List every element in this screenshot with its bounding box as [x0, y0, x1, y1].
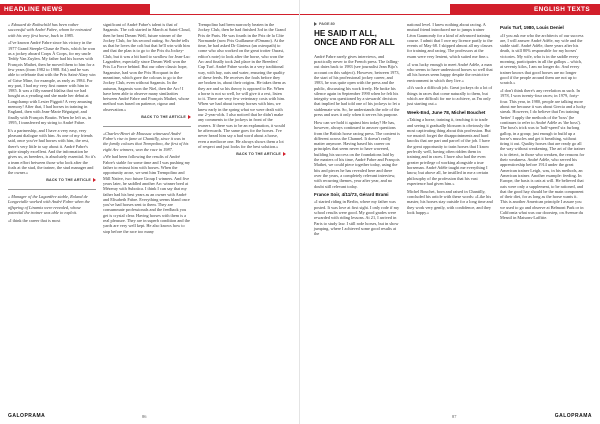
quote-paragraph: Trempolino had been narrowly beaten in the Jockey Club, then he had finished 3rd in the Grand Prix de Paris. He was fourth in the Prix de la Côte Normande (now Prix Guillaume d'Ornano). At the time, he had asked Dr Ginieux (an osteopath) to come who also worked on the great trotter Ourasi, editor's note) to look after the horse, who won the Arc and finally took 2nd place in the Breeders' Cup Turf. André Fabre works in a very traditional way, with hay, oats and water, ensuring the quality of these feeds. He receives the foals before they are broken in, about their origins. He takes them as they are and so his theory is opposed to Be. When a horse is not so well, he will give it a rest, listen to it. There are very few veterinary costs with him. When we had about twenty horses with him, we knew early in the spring what we were dealt with our 2-year-olds. I also noticed that he didn't make any comments to the jockeys in front of the owners. If there was to be an explanation, it would be afterwards. The same goes for the horses. I've never heard him say a bad word about a horse, even a mediocre one. He always shows them a lot of respect and just looks for the best solution.» [198, 22, 286, 149]
source-heading: Week-End, June 78, Michel Bouchet [407, 109, 486, 115]
right-column-2 [407, 22, 493, 218]
footer-brand: GALOPRAMA [8, 413, 46, 419]
section-label: HEADLINE NEWS [4, 6, 63, 13]
left-header [0, 0, 300, 14]
left-column-2 [103, 22, 191, 236]
body-paragraph: Michel Bouchet, born and raised in Chantilly, concluded his article with these words: «Like his master, his horses stay outside for a long time and they work very gently, with confidence, and they look happy.» [407, 188, 493, 215]
footer-brand: GALOPRAMA [554, 413, 592, 419]
right-footer [300, 410, 600, 424]
arrow-icon [314, 22, 317, 26]
back-to-article-link[interactable]: BACK TO THE ARTICLE [8, 178, 96, 183]
source-heading: Paris Turf, 1980, Louis Deniel [500, 25, 564, 30]
back-to-article-link[interactable]: BACK TO THE ARTICLE [198, 152, 286, 157]
body-paragraph: «Taking a horse, training it, teaching it to trade and seeing it gradually blossom is obviously the most captivating thing about this profession. But we mustn't forget the disappointments and hard knocks that are part and parcel of the job. I have the great opportunity to train horses that I know perfectly well, having often ridden them in training and in races. I have also had the even greater privilege of working alongside a true horseman. André Adèle taught me everything I know, but above all, he instilled in me a certain philosophy of the profession that his vast experience had given him.» [407, 117, 491, 186]
body-paragraph: André Fabre rarely gives interviews, and practically never to the French press. The falling-out dates back to 1983 (see journalist Jean Bijo's account on this subject). However, between 1973, the start of his professional jockey career, and 1983, he was quite open with the press and the public, discussing his work freely. He broke his silence again in September 1990 when he felt his integrity was questioned by a stewards' decision that implied he had told one of his jockeys to let a stablemate win. So, he understands the role of the press and uses it only when it serves his purpose. [314, 53, 400, 118]
body-paragraph: «I was lucky enough to meet André Adèle, a man who seems to have understood horses so well that all his horses seem happy despite the restrictive environment in which they live.» [407, 61, 493, 83]
quote-paragraph: «I think the career that is most [8, 217, 61, 223]
intro-rothschild: « Edouard de Rothschild has been rather successful with André Fabre, whom he entrusted with his very first horse, back in 1985. [8, 22, 92, 38]
right-page [300, 0, 600, 424]
left-footer [0, 410, 300, 424]
arrow-icon [188, 115, 191, 119]
page-number: 87 [452, 414, 457, 419]
quote-paragraph: «I've known André Fabre since his victory in the 1977 Grand Steeple-Chase de Paris, which he won as a jockey aboard Corps À Corps, for my uncle Teddy Van Zuylen. My father had his horses with François Mathet, then he moved them to him for a few years (from 1982 to 1988. Ed.) and he was able to celebrate that with the Prix Saint-Alary win of Grise Mine, for example, as early as 1984. For my part, I had my very first runner with him in 1985. It was a filly named Idalisa that we had bought as a yearling and she made her debut at Longchamp with Lester Piggott! A very amusing memory! After that, I had horses in training in England, then with Jean-Marie Béguigné, and finally with François Boutin. When he left us, in 1995, I transferred my string to André Fabre. [8, 40, 96, 125]
quote-paragraph: It's a partnership, and I have a very easy, very pleasant dialogue with him. As one of my friends said, once you've had horses with him, the rest, there's very little to say about it. André Fabre's quite simply excellent. And the information he gives us, as breeders, is absolutely essential. So it's a team effort between those who look after the foals at the stud, the trainer, the stud manager and the owner.» [8, 127, 96, 176]
quote-paragraph: significant of André Fabre's talent is that of Sagamix. The colt started in March at Saint-Cloud, then he beat Dream Well, future winner of the Jockey Club, for his second outing. So André tells us that he loves the colt but that he'll win with him and that the plan is to go to the Prix du Jockey-Club, but it was a bit hard to swallow for Jean-Luc Lagardère, especially since Dream Well won the Prix La Force behind. But our other classic hope, Sagamixe, had won the Prix Hocquart in the meantime, which gave the colours to go to the Jockey Club, even without Sagamix. In the autumn, Sagamix won the Niel, then the Arc! I have been able to observe many similarities between André Fabre and François Mathet, whose method was based on patience, rigour and observation.» [103, 22, 191, 112]
divider [8, 189, 96, 190]
left-column-1 [8, 22, 96, 226]
article-title: HE SAID IT ALL, ONCE AND FOR ALL [314, 29, 395, 48]
body-paragraph: How can we hold it against him today? He has, however, always continued to answer questions from the British horse racing press. The content is different across the Channel. It doesn't really matter anymore. Having based his career on principles that seem never to have wavered, building his success on the foundations laid by the masters of his time, André Fabre and François Mathet, we could piece together today, using the bits and pieces he has revealed here and there over the years, a completely relevant interview, with recurring themes, year after year, and no doubt still relevant today. [314, 119, 400, 189]
body-paragraph: «I don't think there's any revelation as such. In 1978, I won twenty-four races; in 1979, forty-four. This year, in 1980, people are talking more about me because it was about Grecia and a lucky streak. However, I do believe that I'm training 'better' I apply the methods of the 'boss' (he continues to refer to André Adèle as 'the boss'). The boss's trick was to 'half-speed' six furlong gallop, in a group; just enough to build up a horse's muscles and get it breathing, without tiring it out. Quality horses that are ready go all the way without weakening. The art of the trainer is to detect, in those who weaken, the reasons for their weakness. André Adèle, who served his apprenticeship before 1914 under the great American trainer Leigh, was, in his methods, an American trainer. Another example: feeding. In Europe, the basis is oats at will. He believed that oats were only a supplement, to be rationed, and that the good hay should be the main component of their diet, for as long as the horse wants it. This is another American principle I assure you we used to go and observe at Belmont Park or in California what was our doorstep, on Avenue du Mesnil in Maisons-Laffitte. [500, 88, 586, 221]
right-column-3 [500, 22, 586, 223]
back-to-article-link[interactable]: BACK TO THE ARTICLE [103, 115, 191, 120]
body-paragraph: national level. I knew nothing about racing. A mutual friend introduced me to jumps trainer Léon Gaumondy for a kind of advanced training course. I admit that I owe my licence partly to the events of May 68. I skipped almost all my classes for training and racing. The professors at the exam were very lenient, which suited me fine.» [407, 22, 493, 59]
page-reference[interactable]: PAGE 80 [314, 22, 400, 27]
right-header [300, 0, 600, 14]
intro-moussac: «Charles-Henri de Moussac witnessed André Fabre's rise to fame at Chantilly, since it was in the family colours that Trempolino, the first of his eight Arc winners, won the race in 1987. [103, 130, 189, 152]
section-label: ENGLISH TEXTS [534, 6, 590, 13]
body-paragraph: «It's such a difficult job. Great jockeys do a lot of things in races that come naturally to them, but which are difficult for me to achieve, as I'm only just starting out.» [407, 85, 493, 107]
right-column-1 [314, 22, 400, 239]
body-paragraph: «If you ask me who the architects of our success are, I will answer André Adèle, my wife and the stable staff. André Adèle, three years after his death, is still 80% responsible for my horses' victories. My wife, who is in the saddle every morning, participates in all the gallops – which, at seventy kilos, I am no longer do. And every trainer knows that good horses are no longer good if the people around them are not up to scratch.» [500, 32, 584, 86]
source-heading: France Soir, 4/11/73, Gérard Brami [314, 191, 389, 197]
divider [103, 126, 191, 127]
arrow-icon [93, 178, 96, 182]
left-column-3 [198, 22, 286, 163]
body-paragraph: «I started riding in Berlin, where my father was posted. It was love at first sight. I only rode if my school results were good. My good grades were rewarded with riding lessons. At 21, I arrived in Paris to study law. I still rode horses, but in show jumping, where I achieved some good results at the [314, 199, 400, 237]
quote-paragraph: «We had been following the results of André Fabre's stable for some time and I was pushing my father to entrust him with horses. When the opportunity arose, we sent him Trempolino and Mill Native, two future Group I winners. And five years later, he saddled another Arc winner bred at Mézeray with Subotica. I think I can say that my father had his best years as an owner with André and Elisabeth Fabre. Everything seems bland once you've had horses sent to them. They are consummate professionals and the feedback you get is crystal clear. Having horses with them is a real pleasure. They are in superb condition and the yards are very well kept. He also knows how to stop before the race too many [103, 154, 191, 234]
page-number: 86 [142, 414, 147, 419]
intro-longevialle: « Manager of the Lagardère stable, Roland de Longevialle worked with André Fabre when the offspring of Linamix were revealed, whose potential the trainer was able to exploit. [8, 194, 90, 215]
arrow-icon [283, 152, 286, 156]
